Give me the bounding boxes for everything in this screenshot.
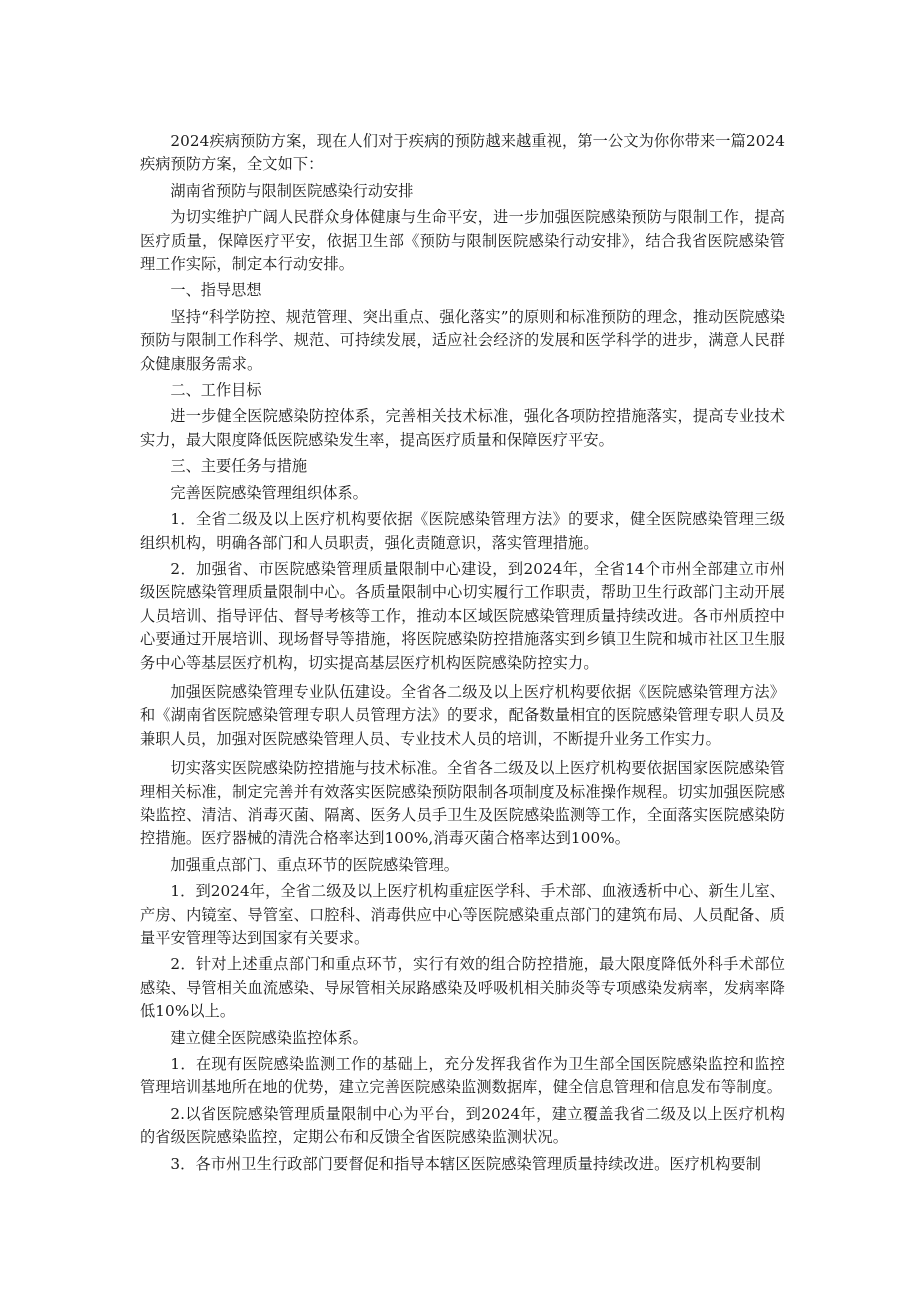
goals-paragraph: 进一步健全医院感染防控体系，完善相关技术标准，强化各项防控措施落实，提高专业技术实力，最大限度降低医院感染发生率，提高医疗质量和保障医疗平安。 bbox=[140, 407, 785, 449]
intro-paragraph: 2024疾病预防方案，现在人们对于疾病的预防越来越重视，第一公文为你你带来一篇2024疾病预防方案，全文如下： bbox=[140, 132, 785, 174]
guiding-paragraph: 坚持“科学防控、规范管理、突出重点、强化落实”的原则和标准预防的理念，推动医院感染预防与限制工作科学、规范、可持续发展，适应社会经济的发展和医学科学的进步，满意人民群众健康服务需求。 bbox=[140, 307, 785, 373]
key-departments-item-1: 1．到2024年，全省二级及以上医疗机构重症医学科、手术部、血液透析中心、新生儿室、产房、内镜室、导管室、口腔科、消毒供应中心等医院感染重点部门的建筑布局、人员配备、质量平安管理等达到国家有关要求。 bbox=[140, 882, 785, 947]
preamble-paragraph: 为切实维护广阔人民群众身体健康与生命平安，进一步加强医院感染预防与限制工作，提高医疗质量，保障医疗平安，依据卫生部《预防与限制医院感染行动安排》，结合我省医院感染管理工作实际，制定本行动安排。 bbox=[140, 208, 785, 274]
subheading-organization: 完善医院感染管理组织体系。 bbox=[170, 483, 368, 502]
section-heading-tasks: 三、主要任务与措施 bbox=[170, 457, 308, 476]
organization-item-1: 1．全省二级及以上医疗机构要依据《医院感染管理方法》的要求，健全医院感染管理三级组织机构，明确各部门和人员职责，强化责随意识，落实管理措施。 bbox=[140, 510, 785, 552]
organization-item-2: 2．加强省、市医院感染管理质量限制中心建设，到2024年，全省14个市州全部建立市州级医院感染管理质量限制中心。各质量限制中心切实履行工作职责，帮助卫生行政部门主动开展人员培训、指导评估、督导考核等工作，推动本区域医院感染管理质量持续改进。各市州质控中心要通过开展培训、现场督导等措施，将医院感染防控措施落实到乡镇卫生院和城市社区卫生服务中心等基层医疗机构，切实提高基层医疗机构医院感染防控实力。 bbox=[140, 559, 785, 672]
document-page bbox=[140, 130, 785, 1176]
subheading-key-departments: 加强重点部门、重点环节的医院感染管理。 bbox=[170, 855, 459, 874]
section-heading-goals: 二、工作目标 bbox=[170, 381, 262, 400]
section-heading-guiding: 一、指导思想 bbox=[170, 281, 262, 300]
key-departments-item-2: 2．针对上述重点部门和重点环节，实行有效的组合防控措施，最大限度降低外科手术部位感染、导管相关血流感染、导尿管相关尿路感染及呼吸机相关肺炎等专项感染发病率，发病率降低10%以上。 bbox=[140, 955, 785, 1021]
subheading-monitoring: 建立健全医院感染监控体系。 bbox=[170, 1028, 368, 1047]
monitoring-item-2: 2.以省医院感染管理质量限制中心为平台，到2024年，建立覆盖我省二级及以上医疗机构的省级医院感染监控，定期公布和反馈全省医院感染监测状况。 bbox=[140, 1104, 785, 1147]
measures-paragraph: 切实落实医院感染防控措施与技术标准。全省各二级及以上医疗机构要依据国家医院感染管理相关标准，制定完善并有效落实医院感染预防限制各项制度及标准操作规程。切实加强医院感染监控、清洁、消毒灭菌、隔离、医务人员手卫生及医院感染监测等工作，全面落实医院感染防控措施。医疗器械的清洗合格率达到100%,消毒灭菌合格率达到100%。 bbox=[140, 759, 785, 848]
staffing-paragraph: 加强医院感染管理专业队伍建设。全省各二级及以上医疗机构要依据《医院感染管理方法》和《湖南省医院感染管理专职人员管理方法》的要求，配备数量相宜的医院感染管理专职人员及兼职人员，加强对医院感染管理人员、专业技术人员的培训，不断提升业务工作实力。 bbox=[140, 682, 785, 748]
document-title: 湖南省预防与限制医院感染行动安排 bbox=[170, 181, 414, 200]
monitoring-item-3: 3．各市州卫生行政部门要督促和指导本辖区医院感染管理质量持续改进。医疗机构要制 bbox=[170, 1154, 762, 1173]
monitoring-item-1: 1．在现有医院感染监测工作的基础上，充分发挥我省作为卫生部全国医院感染监控和监控管理培训基地所在地的优势，建立完善医院感染监测数据库，健全信息管理和信息发布等制度。 bbox=[140, 1055, 785, 1097]
